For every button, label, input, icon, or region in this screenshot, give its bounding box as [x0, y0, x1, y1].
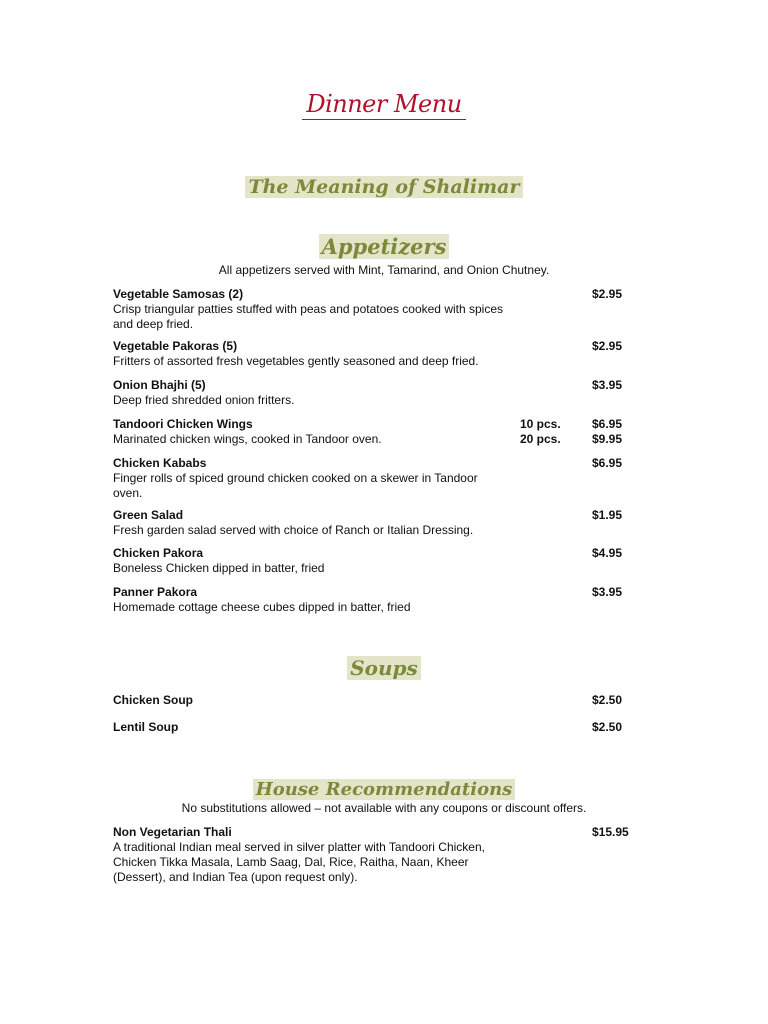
item-price: $6.95: [592, 417, 623, 431]
menu-item: [113, 378, 633, 408]
item-name: Non Vegetarian Thali: [113, 825, 232, 839]
item-name: Tandoori Chicken Wings: [113, 417, 253, 431]
appetizers-note: All appetizers served with Mint, Tamarind, and Onion Chutney.: [218, 263, 550, 277]
item-description: A traditional Indian meal served in silver platter with Tandoori Chicken, Chicken Tikka Masala, Lamb Saag, Dal, Rice, Raitha, Naan, Kheer (Dessert), and Indian Tea (upon request only).: [113, 840, 485, 884]
item-price: $15.95: [592, 825, 629, 839]
item-price: $2.95: [592, 287, 623, 301]
house-note: No substitutions allowed – not available with any coupons or discount offers.: [181, 801, 587, 815]
item-name: Chicken Soup: [113, 693, 194, 707]
menu-item: [113, 720, 633, 735]
menu-item: [113, 417, 633, 447]
house-heading: [0, 779, 768, 800]
item-name: Chicken Kababs: [113, 456, 207, 470]
menu-item: [113, 693, 633, 708]
item-price: $3.95: [592, 585, 623, 599]
item-name: Onion Bhajhi (5): [113, 378, 206, 392]
item-price-2: $9.95: [592, 432, 623, 446]
item-description: Fritters of assorted fresh vegetables gently seasoned and deep fried.: [113, 354, 479, 368]
item-price: $2.95: [592, 339, 623, 353]
item-price: $1.95: [592, 508, 623, 522]
item-name: Lentil Soup: [113, 720, 179, 734]
appetizers-heading: [0, 234, 768, 259]
item-price: $2.50: [592, 693, 623, 707]
item-price: $6.95: [592, 456, 623, 470]
tagline: [0, 176, 768, 198]
tagline-text: The Meaning of Shalimar: [245, 176, 522, 198]
item-description: Crisp triangular patties stuffed with peas and potatoes cooked with spices and deep fried.: [113, 302, 503, 331]
item-name: Green Salad: [113, 508, 184, 522]
item-name: Vegetable Pakoras (5): [113, 339, 238, 353]
house-heading-text: House Recommendations: [253, 779, 516, 800]
soups-heading: [0, 656, 768, 680]
page-title: [0, 90, 768, 118]
menu-item: [113, 825, 633, 885]
soups-heading-text: Soups: [347, 656, 421, 680]
menu-item: [113, 546, 633, 576]
appetizers-heading-text: Appetizers: [319, 234, 450, 259]
item-description: Fresh garden salad served with choice of Ranch or Italian Dressing.: [113, 523, 474, 537]
item-description: Marinated chicken wings, cooked in Tandoor oven.: [113, 432, 382, 446]
menu-item: [113, 508, 633, 538]
menu-item: [113, 287, 633, 332]
item-name: Panner Pakora: [113, 585, 198, 599]
menu-item: [113, 339, 633, 369]
item-name: Chicken Pakora: [113, 546, 204, 560]
menu-item: [113, 456, 633, 501]
item-name: Vegetable Samosas (2): [113, 287, 244, 301]
item-quantity: 10 pcs.: [520, 417, 561, 431]
item-description: Deep fried shredded onion fritters.: [113, 393, 295, 407]
item-price: $2.50: [592, 720, 623, 734]
item-price: $3.95: [592, 378, 623, 392]
item-price: $4.95: [592, 546, 623, 560]
menu-item: [113, 585, 633, 615]
item-description: Boneless Chicken dipped in batter, fried: [113, 561, 325, 575]
item-description: Homemade cottage cheese cubes dipped in batter, fried: [113, 600, 411, 614]
item-quantity-2: 20 pcs.: [520, 432, 561, 446]
item-description: Finger rolls of spiced ground chicken cooked on a skewer in Tandoor oven.: [113, 471, 478, 500]
page-title-text: Dinner Menu: [302, 90, 465, 120]
